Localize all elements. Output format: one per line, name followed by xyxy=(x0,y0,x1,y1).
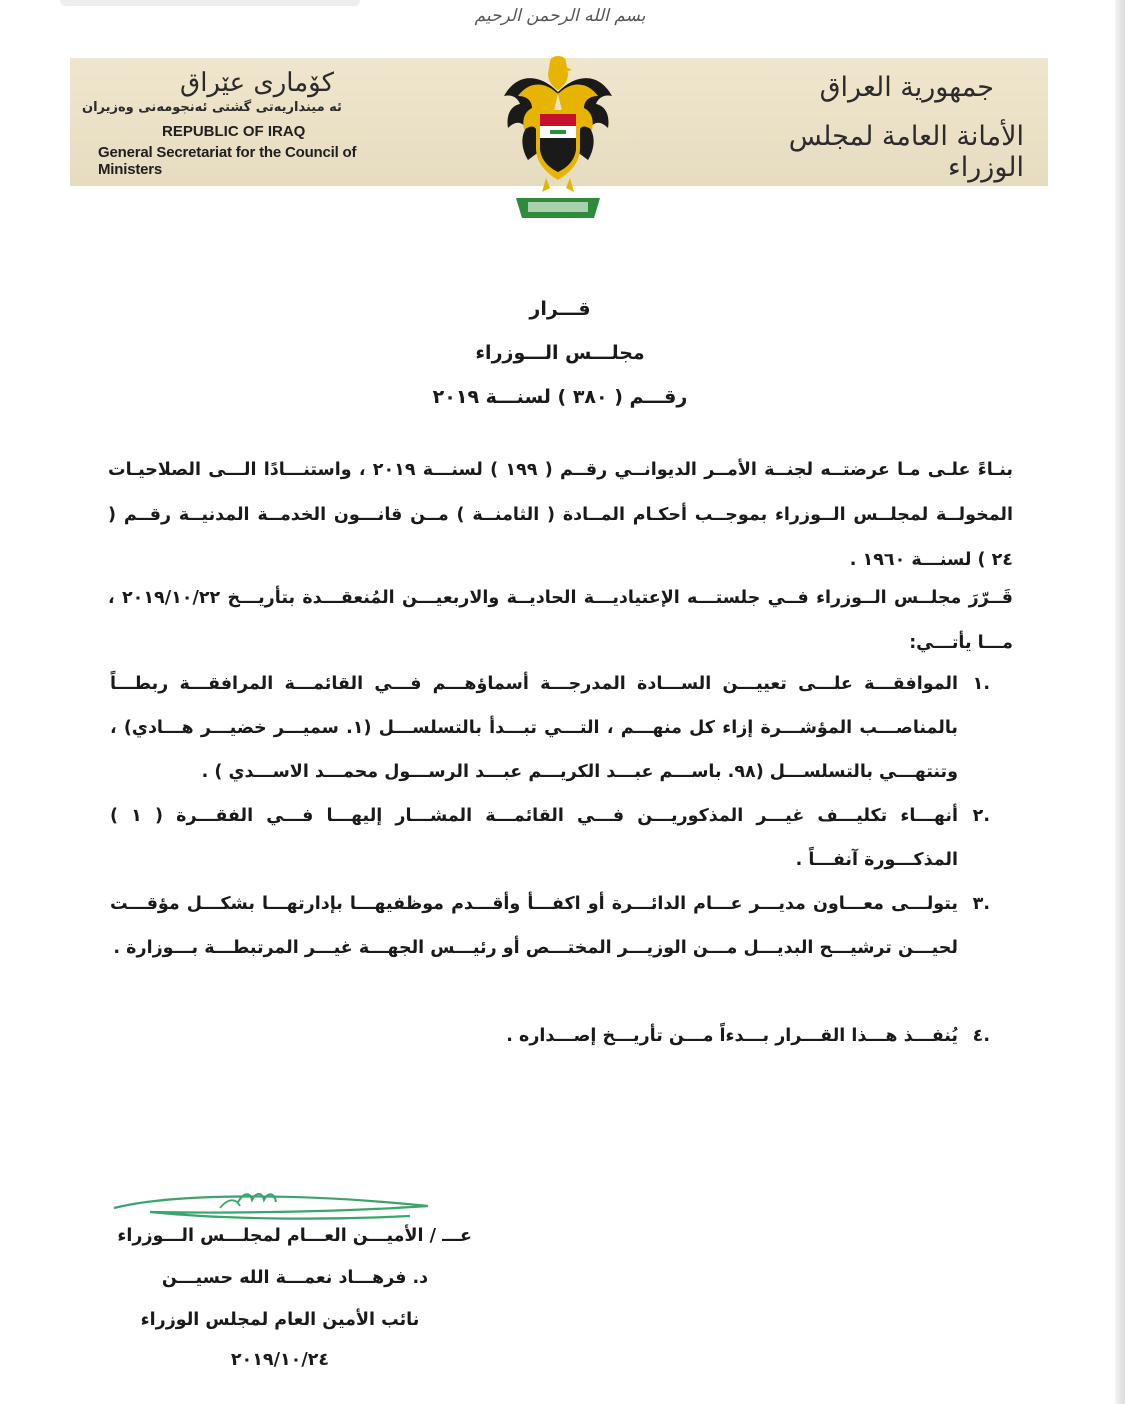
english-subtitle: General Secretariat for the Council of Ministers xyxy=(98,144,357,178)
list-item-text: يُنفـــذ هـــذا القـــرار بـــدءاً مـــن تأريـــخ إصـــداره . xyxy=(506,1026,958,1046)
list-item-number: .٣ xyxy=(972,894,990,914)
kurdish-title: کۆماری عێراق xyxy=(180,68,334,98)
list-item-text: الموافقـــة علـــى تعييـــن الســـادة المدرجـــة أسماؤهـــم فـــي القائمـــة المرافقـــة ربطـــاً بالمناصـــب المؤشـــرة إزاء كل منهـــم ، التـــي تبـــدأ بالتسلســـل (١. سميـــر خضيـــر هـــادي) ، وتنتهـــي بالتسلســـل (٩٨. باســـم عبـــد الكريـــم عبـــد الرســـول محمـــد الاســـدي ) . xyxy=(110,674,958,782)
council-title: مجلـــس الـــوزراء xyxy=(475,342,645,364)
signature-title: عـــ / الأميـــن العـــام لمجلـــس الـــوزراء xyxy=(117,1226,472,1246)
english-title: REPUBLIC OF IRAQ xyxy=(162,123,306,140)
page-edge-top xyxy=(60,0,360,6)
signatory-name: د. فرهـــاد نعمـــة الله حسيـــن xyxy=(161,1268,429,1288)
iraq-eagle-emblem-icon xyxy=(498,52,618,222)
basmala: بسم الله الرحمن الرحيم xyxy=(474,6,646,26)
paragraph-decision xyxy=(108,576,1013,666)
list-item xyxy=(110,882,990,970)
list-item xyxy=(110,1014,990,1058)
arabic-subtitle: الأمانة العامة لمجلس الوزراء xyxy=(788,121,1024,183)
list-item-number: .٢ xyxy=(972,806,990,826)
signature-date: ٢٠١٩/١٠/٢٤ xyxy=(230,1350,330,1370)
decision-number: رقـــم ( ٣٨٠ ) لسنـــة ٢٠١٩ xyxy=(432,386,688,408)
decision-title: قـــرار xyxy=(529,298,591,320)
list-item-text: يتولـــى معـــاون مديـــر عـــام الدائـــرة أو اكفـــأ وأقـــدم موظفيهـــا بإدارتهـــا بشكـــل مؤقـــت لحيـــن ترشيـــح البديـــل مـــن الوزيـــر المختـــص أو رئيـــس الجهـــة غيـــر المرتبطـــة بـــوزارة . xyxy=(110,894,958,958)
paragraph-decision-text: قَــرّرَ مجلــس الــوزراء فــي جلستـــه الإعتياديـــة الحاديــة والاربعيـــن المُنعقـــدة بتأريـــخ ٢٠١٩/١٠/٢٢ ، مـــا يأتـــي: xyxy=(108,588,1013,653)
paragraph-basis xyxy=(108,448,1013,583)
handwritten-signature xyxy=(110,1188,440,1228)
letterhead-left xyxy=(82,68,382,178)
paragraph-basis-text: بنـاءً علـى مـا عرضتــه لجنــة الأمــر الديوانــي رقــم ( ١٩٩ ) لسنـــة ٢٠١٩ ، واستنـــادًا الـــى الصلاحيـات المخولــة لمجلــس الــوزراء بموجــب أحكـام المــادة ( الثامنــة ) مــن قانـــون الخدمــة المدنيــة رقــم ( ٢٤ ) لسنـــة ١٩٦٠ . xyxy=(108,460,1013,570)
list-item-number: .١ xyxy=(972,674,990,694)
list-item-number: .٤ xyxy=(972,1026,990,1046)
page-edge-right xyxy=(1115,0,1125,1404)
list-item xyxy=(110,662,990,794)
letterhead-right xyxy=(764,72,1024,183)
list-item-text: أنهـــاء تكليـــف غيـــر المذكوريـــن فـــي القائمـــة المشـــار إليهـــا فـــي الفقـــرة ( ١ ) المذكـــورة آنفـــاً . xyxy=(110,806,958,870)
signatory-position: نائب الأمين العام لمجلس الوزراء xyxy=(140,1310,420,1330)
arabic-title: جمهورية العراق xyxy=(819,72,994,103)
kurdish-subtitle: ئه‌ مینداریه‌تی گشتی ئه‌نجومه‌نی وه‌زیران xyxy=(82,100,342,115)
list-item xyxy=(110,794,990,882)
